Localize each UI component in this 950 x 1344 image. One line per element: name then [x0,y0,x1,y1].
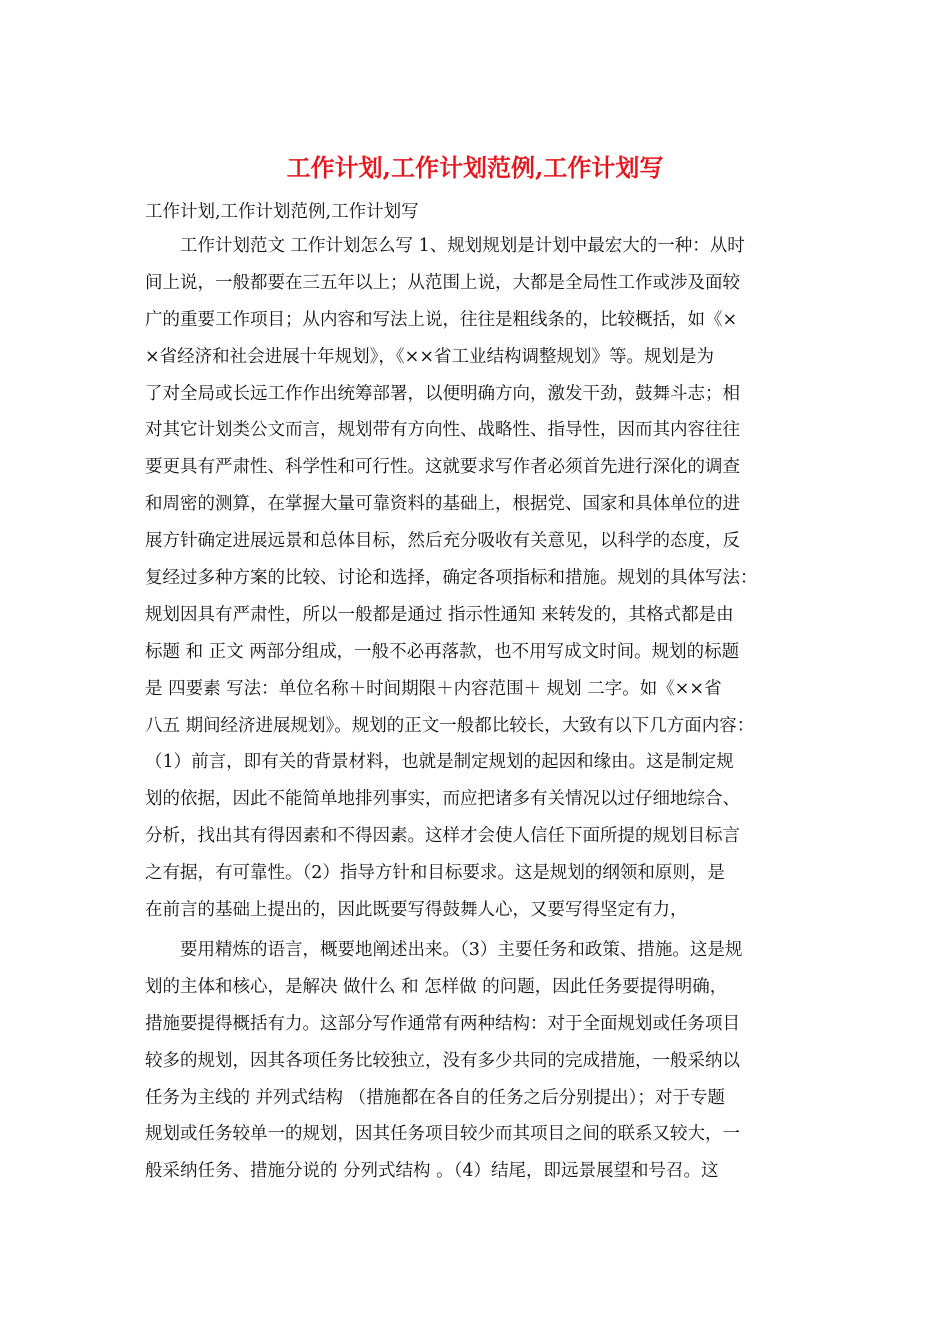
document-subtitle: 工作计划,工作计划范例,工作计划写 [145,202,419,222]
text-line: 工作计划范文 工作计划怎么写 1、规划规划是计划中最宏大的一种：从时 [145,236,745,256]
text-line: 在前言的基础上提出的，因此既要写得鼓舞人心，又要写得坚定有力， [145,900,688,921]
text-line: ×省经济和社会进展十年规划》，《××省工业结构调整规划》等。规划是为 [145,346,714,367]
text-line: 要更具有严肃性、科学性和可行性。这就要求写作者必须首先进行深化的调查 [145,457,740,478]
text-line: 展方针确定进展远景和总体目标，然后充分吸收有关意见，以科学的态度，反 [145,531,740,552]
paragraph-1 [145,228,825,929]
paragraph-2 [145,932,825,1190]
text-line: 标题 和 正文 两部分组成，一般不必再落款，也不用写成文时间。规划的标题 [145,641,740,662]
text-line: 广的重要工作项目；从内容和写法上说，往往是粗线条的，比较概括，如《× [145,309,738,330]
text-line: 划的主体和核心，是解决 做什么 和 怎样做 的问题，因此任务要提得明确， [145,976,728,997]
text-line: 规划或任务较单一的规划，因其任务项目较少而其项目之间的联系又较大，一 [145,1124,740,1145]
text-line: 分析，找出其有得因素和不得因素。这样才会使人信任下面所提的规划目标言 [145,826,740,847]
text-line: 规划因具有严肃性，所以一般都是通过 指示性通知 来转发的，其格式都是由 [145,604,734,625]
text-line: 复经过多种方案的比较、讨论和选择，确定各项指标和措施。规划的具体写法： [145,568,758,589]
text-line: 了对全局或长远工作作出统筹部署，以便明确方向，激发干劲，鼓舞斗志；相 [145,383,740,404]
text-line: 之有据，有可靠性。（2）指导方针和目标要求。这是规划的纲领和原则，是 [145,863,725,884]
text-line: 划的依据，因此不能简单地排列事实，而应把诸多有关情况以过仔细地综合、 [145,789,740,810]
text-line: 八五 期间经济进展规划》。规划的正文一般都比较长，大致有以下几方面内容： [145,715,755,736]
text-line: 较多的规划，因其各项任务比较独立，没有多少共同的完成措施，一般采纳以 [145,1050,740,1071]
text-line: 对其它计划类公文而言，规划带有方向性、战略性、指导性，因而其内容往往 [145,420,740,441]
text-line: 和周密的测算，在掌握大量可靠资料的基础上，根据党、国家和具体单位的进 [145,494,740,515]
text-line: 要用精炼的语言，概要地阐述出来。（3）主要任务和政策、措施。这是规 [145,940,743,960]
text-line: 任务为主线的 并列式结构 （措施都在各自的任务之后分别提出）；对于专题 [145,1087,725,1108]
text-line: 般采纳任务、措施分说的 分列式结构 。（4）结尾，即远景展望和号召。这 [145,1161,719,1182]
document-title: 工作计划,工作计划范例,工作计划写 [286,153,664,182]
text-line: （1）前言，即有关的背景材料，也就是制定规划的起因和缘由。这是制定规 [145,752,734,773]
text-line: 措施要提得概括有力。这部分写作通常有两种结构：对于全面规划或任务项目 [145,1013,740,1034]
text-line: 是 四要素 写法：单位名称＋时间期限＋内容范围＋ 规划 二字。如《××省 [145,678,722,699]
text-line: 间上说，一般都要在三五年以上；从范围上说，大都是全局性工作或涉及面较 [145,272,740,293]
